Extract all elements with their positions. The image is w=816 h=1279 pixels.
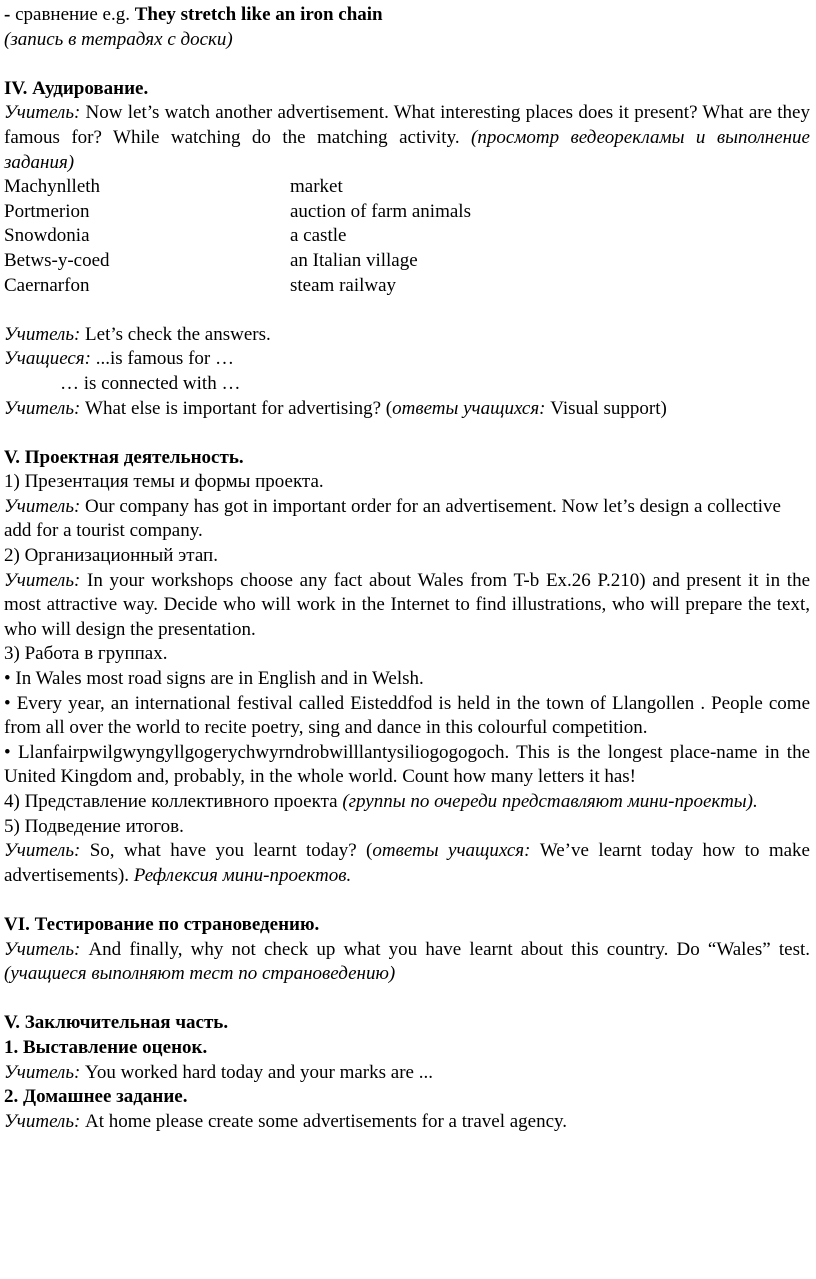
text-run: 2) Организационный этап. [4,545,218,567]
text-run: Учитель: [4,397,81,419]
paragraph [4,372,810,397]
paragraph [4,667,810,692]
text-run: Учитель: [4,102,81,124]
text-run: Учитель: [4,323,81,345]
paragraph [4,1110,810,1135]
text-run: … is connected with … [60,372,241,394]
matching-row [4,200,810,225]
text-run: V. Проектная деятельность. [4,446,244,468]
text-run: IV. Аудирование. [4,77,149,99]
text-run: ответы учащихся: [392,397,546,419]
text-run: They stretch like an iron chain [134,4,383,25]
text-run: (просмотр ведеорекламы и выполнение задания) [4,126,810,173]
text-run: (запись в тетрадях с доски) [4,28,233,50]
text-run: 1) Презентация темы и формы проекта. [4,471,324,493]
paragraph [4,569,810,643]
paragraph [4,323,810,348]
matching-row [4,224,810,249]
text-run: 1. Выставление оценок. [4,1036,208,1058]
text-run: Visual support) [545,397,667,419]
matching-place: Machynlleth [4,176,101,198]
section-heading [4,913,810,938]
section-heading [4,77,810,102]
text-run: • Llanfairpwilgwyngyllgogerychwyrndrobwilllantysiliogogogoch. This is the longest place-name in the United Kingdom and, probably, in the whole world. Count how many letters it has! [4,741,810,788]
paragraph [4,692,810,741]
text-run: Учитель: [4,1110,81,1132]
paragraph [4,101,810,175]
matching-feature: auction of farm animals [290,200,471,222]
blank-line [4,298,810,323]
text-run: • In Wales most road signs are in English and in Welsh. [4,668,424,690]
blank-line [4,888,810,913]
paragraph [4,3,810,28]
paragraph [4,470,810,495]
paragraph [4,397,810,422]
text-run: Учитель: [4,938,81,960]
text-run: Учитель: [4,1061,81,1083]
text-run: • Every year, an international festival called Eisteddfod is held in the town of Llangollen . People come from all over the world to recite poetry, sing and dance in this colourful competition. [4,692,810,739]
blank-line [4,987,810,1012]
paragraph [4,495,810,544]
text-run: ...is famous for … [90,348,234,370]
paragraph [4,839,810,888]
text-run: So, what have you learnt today? ( [80,840,373,862]
text-run: Our company has got in important order for an advertisement. Now let’s design a collective add for a tourist company. [4,495,781,542]
text-run: VI. Тестирование по страноведению. [4,913,320,935]
text-run: Учитель: [4,495,81,517]
text-run: ответы учащихся: [372,840,531,862]
text-run: 2. Домашнее задание. [4,1086,188,1108]
text-run: We’ve learnt today how to make advertisements). [4,840,810,886]
section-heading [4,446,810,471]
paragraph [4,790,810,815]
matching-feature: a castle [290,225,347,247]
matching-place: Snowdonia [4,225,90,247]
blank-line [4,421,810,446]
text-run: You worked hard today and your marks are ... [80,1061,433,1083]
paragraph [4,642,810,667]
matching-row [4,249,810,274]
matching-row [4,175,810,200]
paragraph [4,347,810,372]
text-run: Now let’s watch another advertisement. What interesting places does it present? What are they famous for? While watching do the matching activity. [4,102,810,148]
matching-feature: an Italian village [290,249,418,271]
text-run: (группы по очереди представляют мини-проекты). [342,791,758,812]
blank-line [4,52,810,77]
text-run: Let’s check the answers. [80,323,271,345]
text-run: And finally, why not check up what you have learnt about this country. Do “Wales” test. [80,938,810,960]
text-run: сравнение e.g. [15,4,135,25]
paragraph [4,938,810,987]
matching-row [4,274,810,299]
text-run: What else is important for advertising? ( [80,397,393,419]
paragraph [4,28,810,53]
text-run: In your workshops choose any fact about Wales from T-b Ex.26 P.210) and present it in the most attractive way. Decide who will work in the Internet to find illustrations, who will prepare the text, who will design the presentation. [4,569,810,640]
text-run: Рефлексия мини-проектов. [133,864,352,886]
text-run: 3) Работа в группах. [4,643,168,665]
text-run: 4) Представление коллективного проекта [4,791,343,812]
paragraph [4,741,810,790]
text-run: V. Заключительная часть. [4,1012,229,1034]
text-run: Учащиеся: [4,348,91,370]
section-heading [4,1011,810,1036]
text-run: Учитель: [4,569,81,591]
paragraph [4,544,810,569]
text-run: (учащиеся выполняют тест по страноведению) [4,963,396,985]
matching-feature: steam railway [290,274,397,296]
paragraph [4,815,810,840]
matching-place: Portmerion [4,200,90,222]
matching-place: Betws-y-coed [4,249,110,271]
text-run: Учитель: [4,840,81,862]
matching-feature: market [290,176,343,198]
text-run: At home please create some advertisements for a travel agency. [80,1110,568,1132]
section-heading [4,1036,810,1061]
paragraph [4,1061,810,1086]
section-heading [4,1085,810,1110]
text-run: - [4,4,16,25]
text-run: 5) Подведение итогов. [4,815,184,837]
matching-place: Caernarfon [4,274,90,296]
